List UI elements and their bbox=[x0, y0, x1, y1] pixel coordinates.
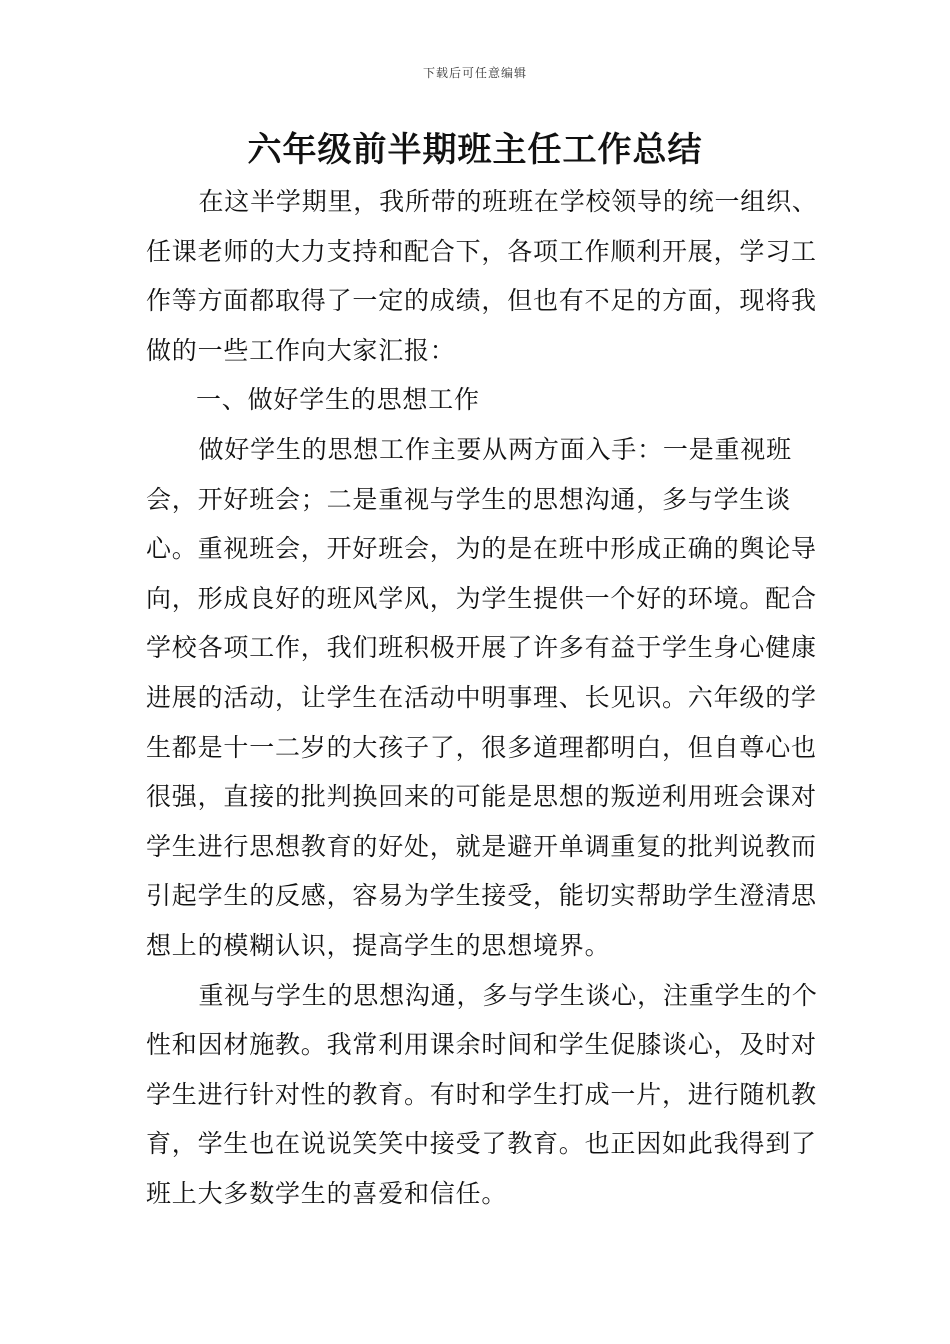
paragraph-communication: 重视与学生的思想沟通，多与学生谈心，注重学生的个性和因材施教。我常利用课余时间和学生促膝谈心，及时对学生进行针对性的教育。有时和学生打成一片，进行随机教育，学生也在说说笑笑中接受了教育。也正因如此我得到了班上大多数学生的喜爱和信任。 bbox=[146, 980, 818, 1208]
document-title: 六年级前半期班主任工作总结 bbox=[247, 130, 703, 170]
header-note: 下载后可任意编辑 bbox=[422, 66, 527, 80]
paragraph-thought-work: 做好学生的思想工作主要从两方面入手：一是重视班会，开好班会；二是重视与学生的思想沟通，多与学生谈心。重视班会，开好班会，为的是在班中形成正确的舆论导向，形成良好的班风学风，为学生提供一个好的环境。配合学校各项工作，我们班积极开展了许多有益于学生身心健康进展的活动，让学生在活动中明事理、长见识。六年级的学生都是十一二岁的大孩子了，很多道理都明白，但自尊心也很强，直接的批判换回来的可能是思想的叛逆利用班会课对学生进行思想教育的好处，就是避开单调重复的批判说教而引起学生的反感，容易为学生接受，能切实帮助学生澄清思想上的模糊认识，提高学生的思想境界。 bbox=[146, 434, 817, 960]
paragraph-intro: 在这半学期里，我所带的班班在学校领导的统一组织、任课老师的大力支持和配合下，各项工作顺利开展，学习工作等方面都取得了一定的成绩，但也有不足的方面，现将我做的一些工作向大家汇报： bbox=[146, 187, 818, 365]
section-heading: 一、做好学生的思想工作 bbox=[196, 385, 480, 415]
document-body bbox=[146, 177, 826, 1218]
